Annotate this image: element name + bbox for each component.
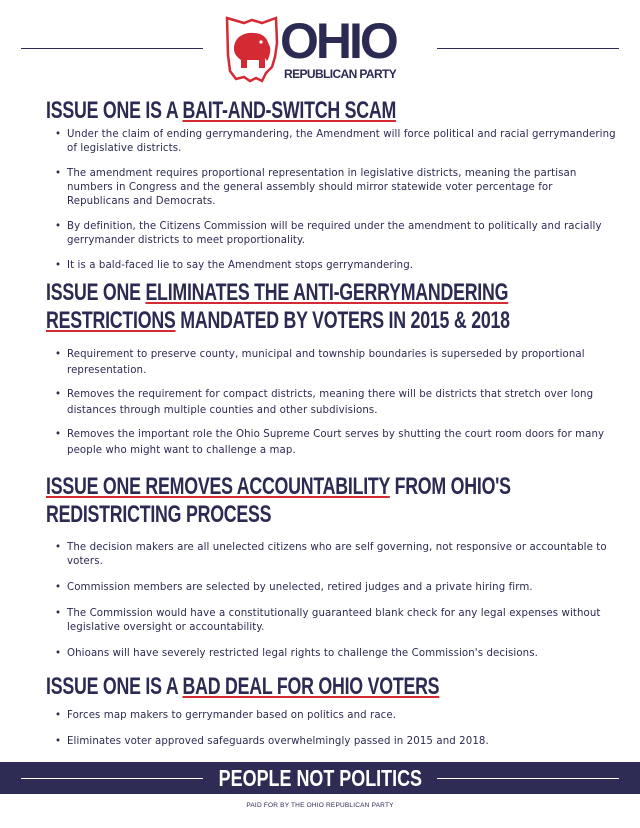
section-eliminates-restrictions — [46, 279, 616, 459]
list-item: • Eliminates voter approved safeguards overwhelmingly passed in 2015 and 2018. — [67, 735, 616, 749]
section-bad-deal — [46, 673, 616, 775]
paid-for-disclaimer: PAID FOR BY THE OHIO REPUBLICAN PARTY — [246, 802, 394, 809]
bullet-list — [46, 347, 616, 459]
main-content — [46, 97, 616, 775]
header-left-rule — [21, 48, 203, 49]
list-item: • Requirement to preserve county, municipal and township boundaries is superseded by proportional representation. — [67, 347, 616, 379]
list-item: • Removes the important role the Ohio Supreme Court serves by shutting the court room doors for many people who might want to challenge a map. — [67, 427, 616, 459]
list-item: • Removes the requirement for compact districts, meaning there will be districts that stretch over long distances through multiple counties and other subdivisions. — [67, 387, 616, 419]
logo-wordmark: OHIO — [280, 13, 396, 69]
footer-banner — [0, 762, 640, 794]
section-removes-accountability — [46, 473, 616, 661]
section-heading: ISSUE ONE IS A BAD DEAL FOR OHIO VOTERS — [46, 673, 440, 700]
logo-subtitle: REPUBLICAN PARTY — [284, 67, 397, 81]
list-item: • Under the claim of ending gerrymandering, the Amendment will force political and racial gerrymandering of legislative districts. — [67, 128, 616, 156]
bullet-list — [46, 128, 616, 273]
list-item: • Ohioans will have severely restricted legal rights to challenge the Commission's decisions. — [67, 647, 616, 661]
section-heading: ISSUE ONE REMOVES ACCOUNTABILITY FROM OHIO'S REDISTRICTING PROCESS — [46, 473, 511, 528]
section-heading: ISSUE ONE IS A BAIT-AND-SWITCH SCAM — [46, 97, 397, 124]
list-item: • The Commission would have a constitutionally guaranteed blank check for any legal expenses without legislative oversight or accountability. — [67, 607, 616, 635]
list-item: • By definition, the Citizens Commission will be required under the amendment to politically and racially gerrymander districts to meet proportionality. — [67, 220, 616, 248]
list-item: • It is a bald-faced lie to say the Amendment stops gerrymandering. — [67, 259, 616, 273]
list-item: • Forces map makers to gerrymander based on politics and race. — [67, 709, 616, 723]
header-right-rule — [437, 48, 619, 49]
section-bait-and-switch — [46, 97, 616, 273]
section-heading: ISSUE ONE ELIMINATES THE ANTI-GERRYMANDERING RESTRICTIONS MANDATED BY VOTERS IN 2015 & 2018 — [46, 279, 510, 334]
bullet-list — [46, 541, 616, 661]
list-item: • The amendment requires proportional representation in legislative districts, meaning the partisan numbers in Congress and the general assembly should mirror statewide voter percentage for Republicans and Democrats. — [67, 167, 616, 209]
ohio-state-elephant-icon — [222, 15, 282, 85]
list-item: • The decision makers are all unelected citizens who are self governing, not responsive or accountable to voters. — [67, 541, 616, 569]
footer-slogan: PEOPLE NOT POLITICS — [218, 765, 422, 791]
ohio-gop-logo — [222, 15, 422, 85]
list-item: • Commission members are selected by unelected, retired judges and a private hiring firm. — [67, 581, 616, 595]
